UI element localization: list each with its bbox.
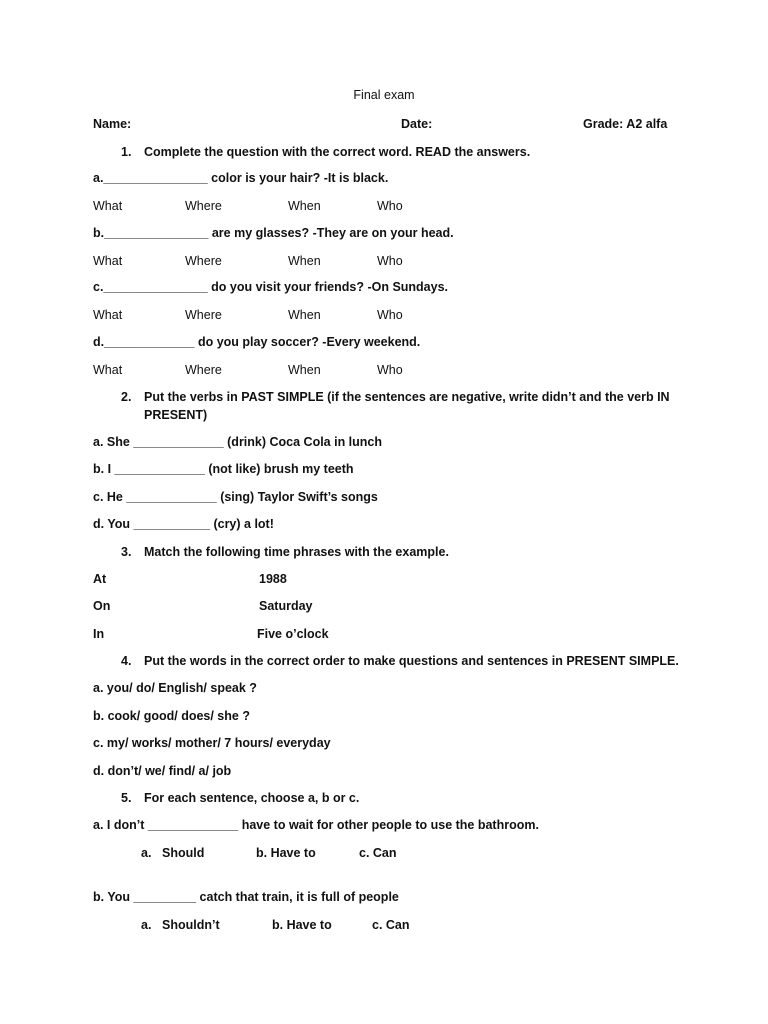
option-what: What	[93, 254, 123, 268]
option-where: Where	[185, 199, 222, 213]
section3-number: 3.	[121, 545, 132, 559]
section4-item-c: c. my/ works/ mother/ 7 hours/ everyday	[93, 736, 331, 750]
section2-number: 2.	[121, 390, 132, 404]
option-when: When	[288, 254, 321, 268]
section1-question-c: c._______________ do you visit your friends? -On Sundays.	[93, 280, 449, 294]
section1-question-a: a._______________ color is your hair? -It is black.	[93, 171, 389, 185]
option-who: Who	[377, 254, 403, 268]
section1-question-d: d._____________ do you play soccer? -Every weekend.	[93, 335, 421, 349]
section4-instruction-part1: Put the words in the correct order to make questions and sentences in	[144, 654, 567, 668]
match-left-on: On	[93, 599, 111, 613]
section2-instruction-emphasis: PAST SIMPLE	[241, 390, 324, 404]
option-where: Where	[185, 254, 222, 268]
match-right-five-oclock: Five o’clock	[257, 627, 329, 641]
section1-number: 1.	[121, 145, 132, 159]
q1-option-a-marker: a.	[141, 846, 152, 860]
section2-instruction-part1: Put the verbs in	[144, 390, 242, 404]
section2-item-a: a. She _____________ (drink) Coca Cola in lunch	[93, 435, 383, 449]
option-when: When	[288, 199, 321, 213]
section5-question-b: b. You _________ catch that train, it is full of people	[93, 890, 399, 904]
section4-instruction-emphasis: PRESENT SIMPLE.	[566, 654, 679, 668]
option-what: What	[93, 363, 123, 377]
q1-option-c: c. Can	[359, 846, 397, 860]
option-who: Who	[377, 308, 403, 322]
option-where: Where	[185, 308, 222, 322]
q2-option-c: c. Can	[372, 918, 410, 932]
section4-item-a: a. you/ do/ English/ speak ?	[93, 681, 257, 695]
section2-item-b: b. I _____________ (not like) brush my teeth	[93, 462, 354, 476]
date-label: Date:	[401, 117, 433, 131]
section4-item-b: b. cook/ good/ does/ she ?	[93, 709, 250, 723]
section5-instruction: For each sentence, choose a, b or c.	[144, 791, 360, 805]
q2-option-a: Shouldn’t	[162, 918, 220, 932]
q2-option-a-marker: a.	[141, 918, 152, 932]
page-title: Final exam	[353, 88, 415, 102]
section2-instruction	[144, 389, 670, 405]
option-what: What	[93, 199, 123, 213]
section2-item-d: d. You ___________ (cry) a lot!	[93, 517, 274, 531]
section1-instruction: Complete the question with the correct word. READ the answers.	[144, 145, 531, 159]
match-right-1988: 1988	[259, 572, 287, 586]
q2-option-b: b. Have to	[272, 918, 332, 932]
option-when: When	[288, 308, 321, 322]
option-what: What	[93, 308, 123, 322]
q1-option-a: Should	[162, 846, 205, 860]
match-left-in: In	[93, 627, 105, 641]
section2-instruction-part2: (if the sentences are negative, write didn’t and the verb IN	[323, 390, 670, 404]
section2-instruction-line2: PRESENT)	[144, 408, 208, 422]
section3-instruction: Match the following time phrases with the example.	[144, 545, 449, 559]
option-who: Who	[377, 363, 403, 377]
section5-question-a: a. I don’t _____________ have to wait for other people to use the bathroom.	[93, 818, 539, 832]
section4-instruction	[144, 653, 679, 669]
match-right-saturday: Saturday	[259, 599, 313, 613]
q1-option-b: b. Have to	[256, 846, 316, 860]
name-label: Name:	[93, 117, 132, 131]
section5-number: 5.	[121, 791, 132, 805]
section4-item-d: d. don’t/ we/ find/ a/ job	[93, 764, 232, 778]
option-where: Where	[185, 363, 222, 377]
section2-item-c: c. He _____________ (sing) Taylor Swift’s songs	[93, 490, 378, 504]
section4-number: 4.	[121, 654, 132, 668]
grade-label: Grade: A2 alfa	[583, 117, 668, 131]
section1-question-b: b._______________ are my glasses? -They are on your head.	[93, 226, 454, 240]
match-left-at: At	[93, 572, 107, 586]
option-who: Who	[377, 199, 403, 213]
option-when: When	[288, 363, 321, 377]
